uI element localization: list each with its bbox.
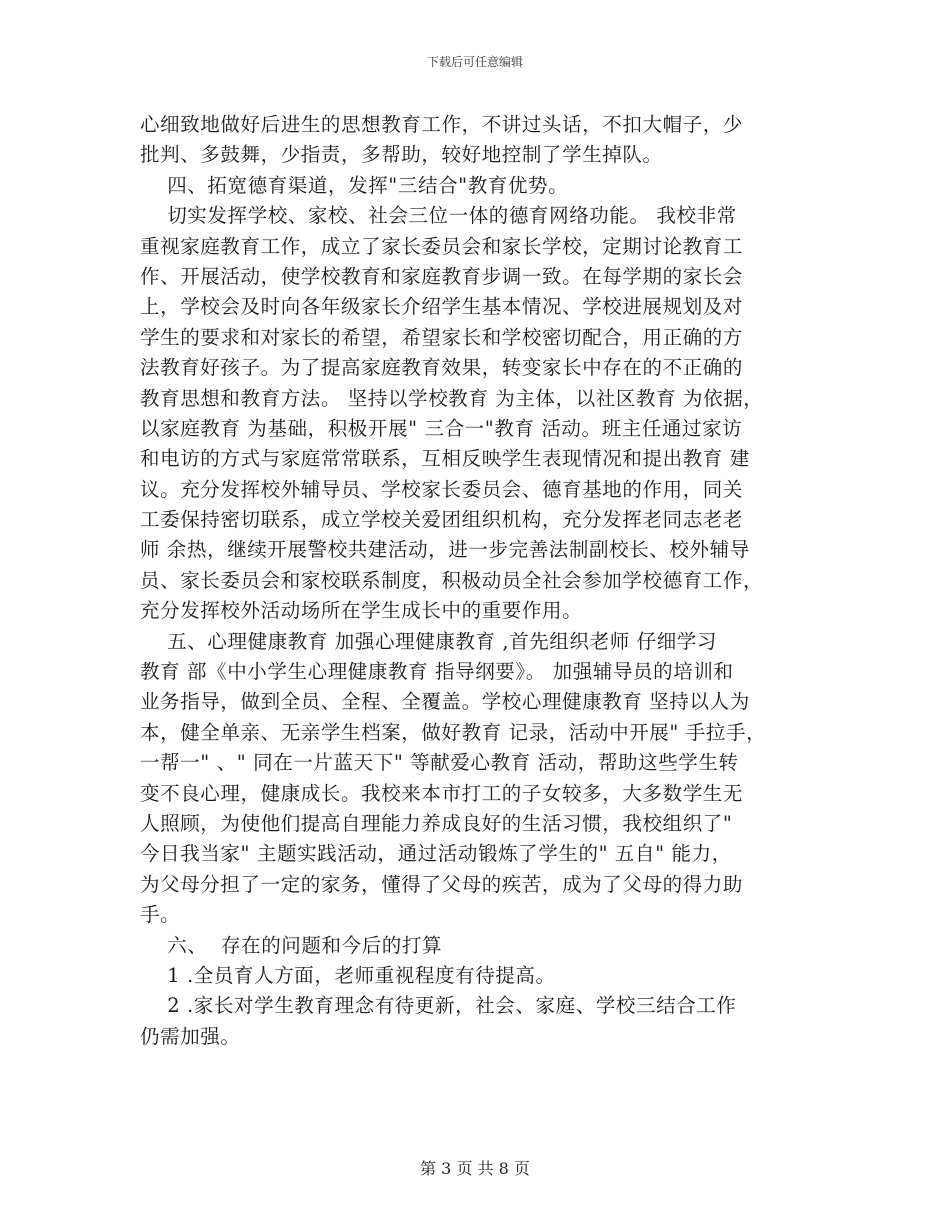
text-line: 变不良心理，健康成长。我校来本市打工的子女较多，大多数学生无 (140, 781, 744, 805)
text-line: 教育思想和教育方法。 坚持以学校教育 为主体，以社区教育 为依据， (140, 386, 764, 410)
text-line: 为父母分担了一定的家务，懂得了父母的疾苦，成为了父母的得力助 (140, 872, 744, 896)
text-line: 仍需加强。 (140, 1024, 241, 1048)
document-body (140, 110, 820, 1052)
text-line: 切实发挥学校、家校、社会三位一体的德育网络功能。 我校非常 (140, 204, 737, 228)
list-item-1: 1 .全员育人方面，老师重视程度有待提高。 (140, 963, 556, 987)
text-line: 人照顾，为使他们提高自理能力养成良好的生活习惯，我校组织了" (140, 811, 733, 835)
text-line: 本，健全单亲、无亲学生档案，做好教育 记录，活动中开展" 手拉手， (140, 720, 767, 744)
text-line: 一帮一" 、" 同在一片蓝天下" 等献爱心教育 活动，帮助这些学生转 (140, 751, 739, 775)
text-line: 批判、多鼓舞，少指责，多帮助，较好地控制了学生掉队。 (140, 143, 663, 167)
text-line: 师 余热，继续开展警校共建活动，进一步完善法制副校长、校外辅导 (140, 538, 750, 562)
text-line: 今日我当家" 主题实践活动，通过活动锻炼了学生的" 五自" 能力， (140, 842, 732, 866)
text-line: 手。 (140, 903, 181, 927)
page-header: 下载后可任意编辑 (426, 55, 523, 69)
text-line: 重视家庭教育工作，成立了家长委员会和家长学校，定期讨论教育工 (140, 234, 744, 258)
text-line: 充分发挥校外活动场所在学生成长中的重要作用。 (140, 599, 583, 623)
text-line: 法教育好孩子。为了提高家庭教育效果，转变家长中存在的不正确的 (140, 356, 744, 380)
text-line: 作、开展活动，使学校教育和家庭教育步调一致。在每学期的家长会 (140, 264, 744, 288)
text-line: 工委保持密切联系，成立学校关爱团组织机构，充分发挥老同志老老 (140, 508, 744, 532)
text-line: 教育 部《中小学生心理健康教育 指导纲要》。 加强辅导员的培训和 (140, 660, 734, 684)
text-line: 业务指导，做到全员、全程、全覆盖。学校心理健康教育 坚持以人为 (140, 690, 750, 714)
section-heading-4: 四、拓宽德育渠道，发挥"三结合"教育优势。 (140, 173, 569, 197)
section-heading-6: 六、 存在的问题和今后的打算 (140, 933, 443, 957)
section-heading-5: 五、心理健康教育 加强心理健康教育 ,首先组织老师 仔细学习 (140, 629, 717, 653)
text-line: 议。充分发挥校外辅导员、学校家长委员会、德育基地的作用，同关 (140, 477, 744, 501)
text-line: 以家庭教育 为基础，积极开展" 三合一"教育 活动。班主任通过家访 (140, 416, 743, 440)
text-line: 员、家长委员会和家校联系制度，积极动员全社会参加学校德育工作， (140, 568, 764, 592)
text-line: 心细致地做好后进生的思想教育工作，不讲过头话，不扣大帽子，少 (140, 113, 744, 136)
page-number: 第 3 页 共 8 页 (420, 1159, 530, 1178)
list-item-2: 2 .家长对学生教育理念有待更新，社会、家庭、学校三结合工作 (140, 994, 737, 1018)
text-line: 学生的要求和对家长的希望，希望家长和学校密切配合，用正确的方 (140, 325, 744, 349)
text-line: 和电访的方式与家庭常常联系，互相反映学生表现情况和提出教育 建 (140, 447, 750, 471)
text-line: 上，学校会及时向各年级家长介绍学生基本情况、学校进展规划及对 (140, 295, 744, 319)
